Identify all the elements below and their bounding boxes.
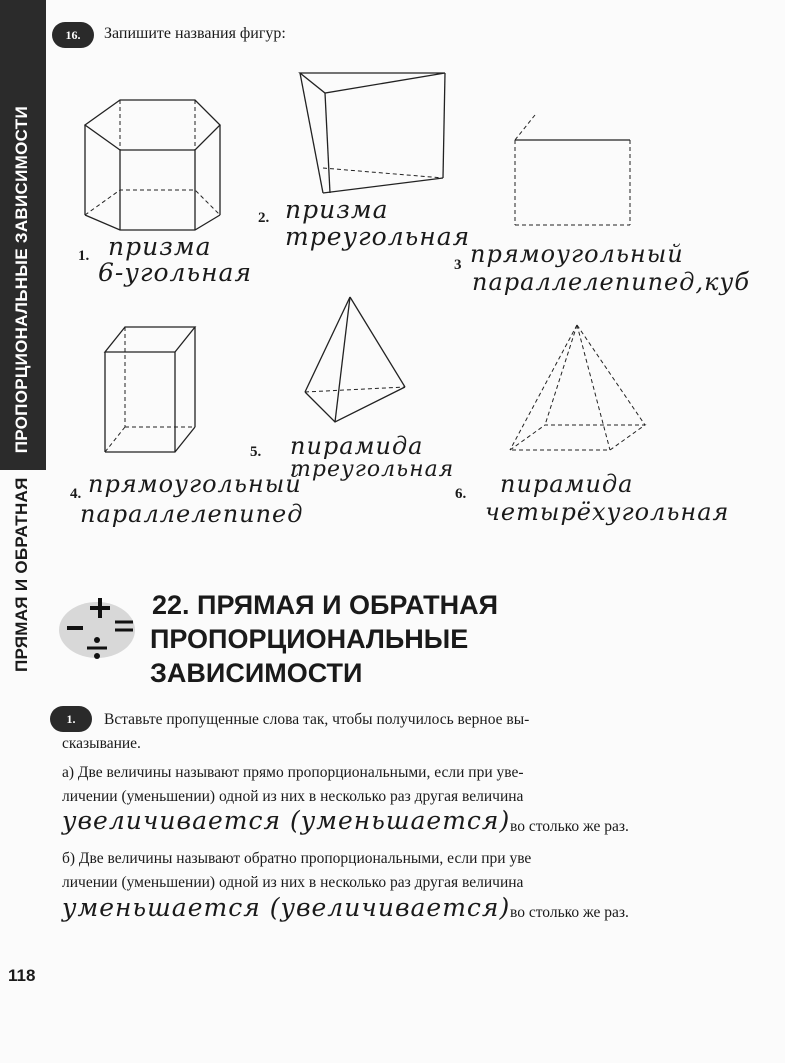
- figure-4-label: 4.: [70, 486, 82, 502]
- sidebar-title: [12, 22, 42, 672]
- figure-4-answer-line2: параллелепипед: [80, 500, 304, 528]
- figure-3-answer-line1: прямоугольный: [470, 240, 684, 268]
- section-title-line3: ЗАВИСИМОСТИ: [150, 658, 363, 688]
- triangular-prism-figure: [295, 68, 455, 203]
- page-number: 118: [8, 966, 36, 985]
- task-1b-line2: личении (уменьшении) одной из них в несколько раз другая величина: [62, 874, 524, 891]
- task-1a-tail: во столько же раз.: [510, 818, 629, 835]
- hexagonal-prism-figure: [80, 95, 230, 245]
- task-1a-line1: а) Две величины называют прямо пропорциональными, если при уве-: [62, 764, 524, 781]
- cube-figure: [510, 100, 640, 240]
- figure-2-answer-line1: призма: [285, 195, 389, 224]
- figure-6-label: 6.: [455, 486, 467, 502]
- section-title-line1: 22. ПРЯМАЯ И ОБРАТНАЯ: [152, 590, 499, 620]
- task-1-instruction-line1: Вставьте пропущенные слова так, чтобы получилось верное вы-: [104, 711, 530, 728]
- task-16-badge: 16.: [52, 22, 94, 48]
- task-1-badge: 1.: [50, 706, 92, 732]
- figure-6-answer-line2: четырёхугольная: [485, 498, 730, 526]
- figure-2-answer-line2: треугольная: [285, 222, 471, 251]
- figure-1-label: 1.: [78, 248, 90, 264]
- triangular-pyramid-figure: [300, 292, 410, 432]
- task-1b-answer: уменьшается (увеличивается): [62, 893, 511, 922]
- quadrilateral-pyramid-figure: [505, 320, 655, 460]
- figure-4-answer-line1: прямоугольный: [88, 470, 302, 498]
- task-1-instruction-line2: сказывание.: [62, 735, 141, 752]
- figure-5-answer-line1: пирамида: [290, 432, 424, 460]
- rectangular-parallelepiped-figure: [100, 322, 210, 462]
- task-1a-line2: личении (уменьшении) одной из них в несколько раз другая величина: [62, 788, 524, 805]
- task-1b-tail: во столько же раз.: [510, 904, 629, 921]
- section-title-line2: ПРОПОРЦИОНАЛЬНЫЕ: [150, 624, 469, 654]
- sidebar-title-dark: ПРЯМАЯ И ОБРАТНАЯ: [12, 477, 31, 672]
- figure-5-label: 5.: [250, 444, 262, 460]
- figure-3-answer-line2: параллелепипед,куб: [472, 268, 751, 296]
- figure-5-answer-line2: треугольная: [290, 457, 455, 482]
- task-1a-answer: увеличивается (уменьшается): [62, 806, 511, 835]
- math-signs-icon: [55, 590, 140, 665]
- figure-1-answer-line1: призма: [108, 232, 212, 261]
- figure-1-answer-line2: 6-угольная: [98, 258, 252, 287]
- figure-2-label: 2.: [258, 210, 270, 226]
- figure-3-label: 3: [454, 257, 462, 273]
- figure-6-answer-line1: пирамида: [500, 470, 634, 498]
- task-16-instruction: Запишите названия фигур:: [104, 25, 286, 42]
- task-1b-line1: б) Две величины называют обратно пропорциональными, если при уве: [62, 850, 532, 867]
- sidebar-title-light: ПРОПОРЦИОНАЛЬНЫЕ ЗАВИСИМОСТИ: [12, 106, 31, 454]
